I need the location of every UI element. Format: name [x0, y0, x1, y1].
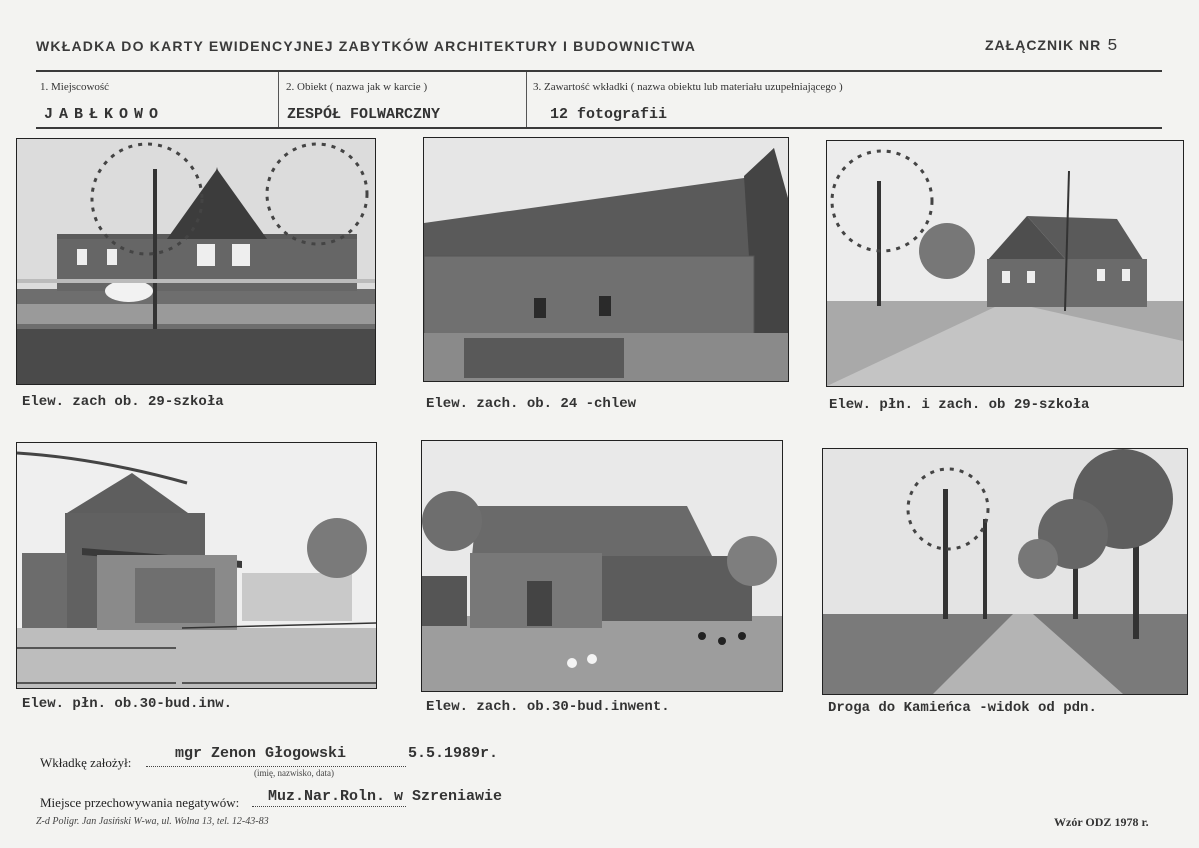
storage-label: Miejsce przechowywania negatywów:: [40, 795, 240, 810]
founder-dotted-line: [146, 766, 406, 767]
form-pattern: Wzór ODZ 1978 r.: [1054, 815, 1149, 829]
photo-caption: Elew. płn. ob.30-bud.inw.: [22, 696, 233, 712]
field-divider: [278, 72, 279, 128]
field-divider: [526, 72, 527, 128]
contents-value: 12 fotografii: [550, 106, 668, 123]
photo-caption: Elew. zach. ob.30-bud.inwent.: [426, 699, 670, 715]
photo-outbuilding-north: [16, 442, 377, 689]
founder-hint: (imię, nazwisko, data): [254, 768, 334, 778]
photo-caption: Elew. zach. ob. 24 -chlew: [426, 396, 637, 412]
founder-name: mgr Zenon Głogowski: [175, 745, 347, 762]
object-value: ZESPÓŁ FOLWARCZNY: [287, 106, 441, 123]
annex-number: 5: [1107, 37, 1119, 56]
photo-caption: Elew. zach ob. 29-szkoła: [22, 394, 224, 410]
founder-date: 5.5.1989r.: [408, 745, 499, 762]
photo-caption: Droga do Kamieńca -widok od pdn.: [828, 700, 1097, 716]
annex-label-text: ZAŁĄCZNIK NR: [985, 37, 1102, 53]
photo-school-west: [16, 138, 376, 385]
photo-road-kamieniec: [822, 448, 1188, 695]
form-title: WKŁADKA DO KARTY EWIDENCYJNEJ ZABYTKÓW ARCHITEKTURY I BUDOWNICTWA: [36, 38, 697, 54]
photo-pigsty-west: [423, 137, 789, 382]
photo-school-north-west: [826, 140, 1184, 387]
photo-farm-building-west: [421, 440, 783, 692]
contents-label: 3. Zawartość wkładki ( nazwa obiektu lub materiału uzupełniającego ): [533, 81, 843, 93]
printer-info: Z-d Poligr. Jan Jasiński W-wa, ul. Wolna 13, tel. 12-43-83: [36, 816, 269, 827]
founder-label: Wkładkę założył:: [40, 755, 132, 770]
top-rule: [36, 70, 1162, 72]
storage-value: Muz.Nar.Roln. w Szreniawie: [268, 788, 503, 805]
storage-dotted-line: [252, 806, 406, 807]
fields-bottom-rule: [36, 127, 1162, 129]
locality-value: JABŁKOWO: [44, 106, 165, 123]
photo-caption: Elew. płn. i zach. ob 29-szkoła: [829, 397, 1090, 413]
locality-label: 1. Miejscowość: [40, 81, 110, 93]
annex-label: [985, 37, 1118, 56]
object-label: 2. Obiekt ( nazwa jak w karcie ): [286, 81, 428, 93]
